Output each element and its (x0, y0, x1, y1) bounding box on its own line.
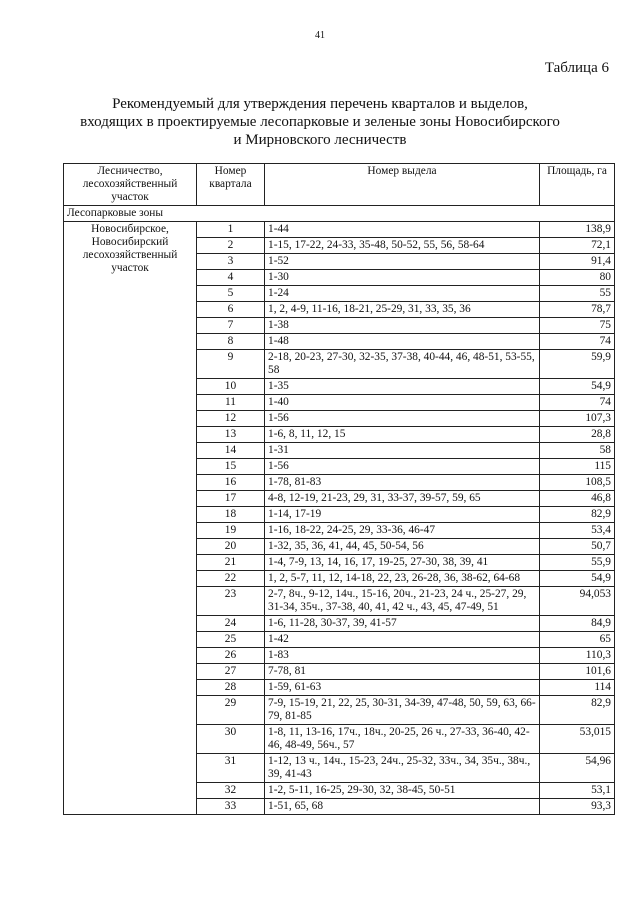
plot-numbers: 1-6, 8, 11, 12, 15 (265, 427, 540, 443)
table-header-row (64, 164, 615, 206)
quarter-number: 4 (197, 270, 265, 286)
area-value: 54,96 (540, 754, 615, 783)
plot-numbers: 2-18, 20-23, 27-30, 32-35, 37-38, 40-44, 46, 48-51, 53-55, 58 (265, 350, 540, 379)
area-value: 53,1 (540, 783, 615, 799)
header-forestry: Лесничество, лесохозяйственный участок (64, 164, 197, 206)
quarter-number: 14 (197, 443, 265, 459)
header-plot: Номер выдела (265, 164, 540, 206)
area-value: 55 (540, 286, 615, 302)
quarter-number: 32 (197, 783, 265, 799)
area-value: 93,3 (540, 799, 615, 815)
area-value: 75 (540, 318, 615, 334)
document-title (60, 95, 580, 149)
header-area: Площадь, га (540, 164, 615, 206)
area-value: 138,9 (540, 222, 615, 238)
area-value: 82,9 (540, 696, 615, 725)
plot-numbers: 1-14, 17-19 (265, 507, 540, 523)
quarter-number: 33 (197, 799, 265, 815)
area-value: 72,1 (540, 238, 615, 254)
quarter-number: 11 (197, 395, 265, 411)
area-value: 54,9 (540, 571, 615, 587)
plot-numbers: 1, 2, 4-9, 11-16, 18-21, 25-29, 31, 33, 35, 36 (265, 302, 540, 318)
quarter-number: 31 (197, 754, 265, 783)
plot-numbers: 1-12, 13 ч., 14ч., 15-23, 24ч., 25-32, 33ч., 34, 35ч., 38ч., 39, 41-43 (265, 754, 540, 783)
quarter-number: 24 (197, 616, 265, 632)
title-line: входящих в проектируемые лесопарковые и зеленые зоны Новосибирского (80, 114, 560, 130)
plot-numbers: 1-32, 35, 36, 41, 44, 45, 50-54, 56 (265, 539, 540, 555)
quarter-number: 10 (197, 379, 265, 395)
table-label: Таблица 6 (544, 60, 609, 76)
quarter-number: 22 (197, 571, 265, 587)
page-number: 41 (315, 30, 325, 41)
plot-numbers: 1-24 (265, 286, 540, 302)
quarter-number: 26 (197, 648, 265, 664)
quarter-number: 5 (197, 286, 265, 302)
plot-numbers: 1-6, 11-28, 30-37, 39, 41-57 (265, 616, 540, 632)
area-value: 53,4 (540, 523, 615, 539)
area-value: 80 (540, 270, 615, 286)
plot-numbers: 1-31 (265, 443, 540, 459)
plot-numbers: 1-8, 11, 13-16, 17ч., 18ч., 20-25, 26 ч., 27-33, 36-40, 42-46, 48-49, 56ч., 57 (265, 725, 540, 754)
area-value: 53,015 (540, 725, 615, 754)
quarter-number: 20 (197, 539, 265, 555)
plot-numbers: 1-38 (265, 318, 540, 334)
plot-numbers: 1-83 (265, 648, 540, 664)
area-value: 115 (540, 459, 615, 475)
plot-numbers: 1-51, 65, 68 (265, 799, 540, 815)
title-line: и Мирновского лесничеств (233, 132, 407, 148)
quarter-number: 1 (197, 222, 265, 238)
quarter-number: 15 (197, 459, 265, 475)
quarter-number: 30 (197, 725, 265, 754)
plot-numbers: 1, 2, 5-7, 11, 12, 14-18, 22, 23, 26-28, 36, 38-62, 64-68 (265, 571, 540, 587)
area-value: 108,5 (540, 475, 615, 491)
area-value: 54,9 (540, 379, 615, 395)
plot-numbers: 1-44 (265, 222, 540, 238)
area-value: 78,7 (540, 302, 615, 318)
area-value: 84,9 (540, 616, 615, 632)
quarter-number: 18 (197, 507, 265, 523)
area-value: 59,9 (540, 350, 615, 379)
quarter-number: 19 (197, 523, 265, 539)
header-quarter: Номер квартала (197, 164, 265, 206)
quarter-number: 21 (197, 555, 265, 571)
plot-numbers: 7-9, 15-19, 21, 22, 25, 30-31, 34-39, 47-48, 50, 59, 63, 66-79, 81-85 (265, 696, 540, 725)
area-value: 50,7 (540, 539, 615, 555)
quarter-number: 7 (197, 318, 265, 334)
quarter-number: 27 (197, 664, 265, 680)
area-value: 91,4 (540, 254, 615, 270)
plot-numbers: 1-2, 5-11, 16-25, 29-30, 32, 38-45, 50-51 (265, 783, 540, 799)
area-value: 101,6 (540, 664, 615, 680)
quarter-number: 3 (197, 254, 265, 270)
forestry-cell: Новосибирское, Новосибирский лесохозяйственный участок (64, 222, 197, 815)
plot-numbers: 1-56 (265, 411, 540, 427)
plot-numbers: 1-40 (265, 395, 540, 411)
quarter-number: 12 (197, 411, 265, 427)
plot-numbers: 1-4, 7-9, 13, 14, 16, 17, 19-25, 27-30, 38, 39, 41 (265, 555, 540, 571)
area-value: 65 (540, 632, 615, 648)
plot-numbers: 1-35 (265, 379, 540, 395)
area-value: 74 (540, 395, 615, 411)
quarter-number: 29 (197, 696, 265, 725)
quarter-number: 2 (197, 238, 265, 254)
quarter-number: 16 (197, 475, 265, 491)
section-title: Лесопарковые зоны (64, 206, 615, 222)
quarter-number: 9 (197, 350, 265, 379)
area-value: 28,8 (540, 427, 615, 443)
section-row (64, 206, 615, 222)
plot-numbers: 1-16, 18-22, 24-25, 29, 33-36, 46-47 (265, 523, 540, 539)
area-value: 58 (540, 443, 615, 459)
quarter-number: 25 (197, 632, 265, 648)
plot-numbers: 1-52 (265, 254, 540, 270)
table-row (64, 222, 615, 238)
area-value: 55,9 (540, 555, 615, 571)
plot-numbers: 1-56 (265, 459, 540, 475)
quarter-number: 23 (197, 587, 265, 616)
plot-numbers: 1-78, 81-83 (265, 475, 540, 491)
plot-numbers: 1-42 (265, 632, 540, 648)
quarters-table (63, 163, 615, 815)
area-value: 107,3 (540, 411, 615, 427)
plot-numbers: 4-8, 12-19, 21-23, 29, 31, 33-37, 39-57, 59, 65 (265, 491, 540, 507)
area-value: 74 (540, 334, 615, 350)
quarter-number: 6 (197, 302, 265, 318)
area-value: 82,9 (540, 507, 615, 523)
quarter-number: 17 (197, 491, 265, 507)
plot-numbers: 2-7, 8ч., 9-12, 14ч., 15-16, 20ч., 21-23, 24 ч., 25-27, 29, 31-34, 35ч., 37-38, 40, 41, 42 ч., 43, 45, 47-49, 51 (265, 587, 540, 616)
area-value: 114 (540, 680, 615, 696)
plot-numbers: 1-30 (265, 270, 540, 286)
plot-numbers: 1-15, 17-22, 24-33, 35-48, 50-52, 55, 56, 58-64 (265, 238, 540, 254)
plot-numbers: 7-78, 81 (265, 664, 540, 680)
area-value: 46,8 (540, 491, 615, 507)
quarter-number: 8 (197, 334, 265, 350)
plot-numbers: 1-59, 61-63 (265, 680, 540, 696)
quarter-number: 13 (197, 427, 265, 443)
area-value: 110,3 (540, 648, 615, 664)
quarter-number: 28 (197, 680, 265, 696)
area-value: 94,053 (540, 587, 615, 616)
title-line: Рекомендуемый для утверждения перечень кварталов и выделов, (112, 96, 528, 112)
plot-numbers: 1-48 (265, 334, 540, 350)
